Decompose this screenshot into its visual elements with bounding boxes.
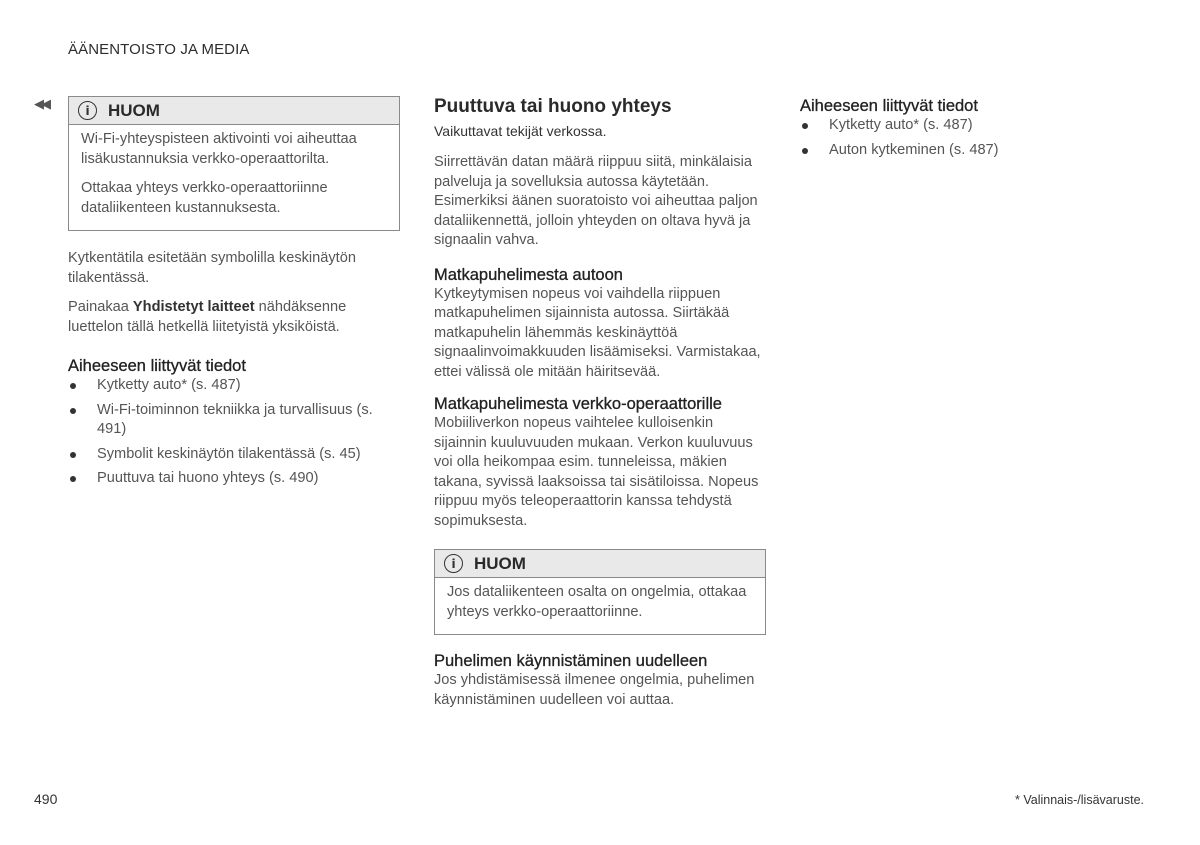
page-title: Puuttuva tai huono yhteys xyxy=(434,96,672,117)
note-box xyxy=(434,549,766,635)
note-header xyxy=(435,550,765,578)
section-header: ÄÄNENTOISTO JA MEDIA xyxy=(68,41,250,58)
info-circle-icon: i xyxy=(78,101,97,120)
text-span: nähdäksenne luettelon tällä hetkellä liitetyistä yksiköistä. xyxy=(68,299,347,335)
body-paragraph xyxy=(68,298,400,337)
note-paragraph: Wi-Fi-yhteyspisteen aktivointi voi aiheuttaa lisäkustannuksia verkko-operaattorilta. xyxy=(81,131,357,167)
note-title: HUOM xyxy=(108,100,160,120)
info-circle-icon: i xyxy=(444,554,463,573)
related-heading: Aiheeseen liittyvät tiedot xyxy=(68,357,246,375)
body-paragraph: Siirrettävän datan määrä riippuu siitä, minkälaisia palveluja ja sovelluksia autossa käytetään. Esimerkiksi äänen suoratoisto voi aiheuttaa paljon dataliikennettä, jolloin yhteyden on oltava hyvä ja signaalin vahva. xyxy=(434,154,758,248)
related-list xyxy=(68,376,400,489)
note-header xyxy=(69,97,399,125)
body-paragraph: Kytkeytymisen nopeus voi vaihdella riippuen matkapuhelimen sijainnista autossa. Siirtäkää matkapuhelin lähemmäs keskinäyttöä signaalinvoimakkuuden lisäämiseksi. Varmistakaa, ettei välissä ole mitään häiritsevää. xyxy=(434,285,761,380)
lead-text: Vaikuttavat tekijät verkossa. xyxy=(434,123,607,139)
note-body xyxy=(69,125,399,230)
body-paragraph: Mobiiliverkon nopeus vaihtelee kulloisenkin sijainnin kuuluvuuden mukaan. Verkon kuuluvuus voi olla heikompaa esim. tunneleissa, mäkien takana, syvissä laaksoissa tai sisätiloissa. Nopeus riippuu myös teleoperaattorin kanssa tehdystä sopimuksesta. xyxy=(434,415,759,529)
ui-term-bold: Yhdistetyt laitteet xyxy=(132,299,255,315)
note-paragraph: Jos dataliikenteen osalta on ongelmia, ottakaa yhteys verkko-operaattoriinne. xyxy=(447,584,747,620)
text-span: Painakaa xyxy=(68,299,133,315)
subsection-heading: Puhelimen käynnistäminen uudelleen xyxy=(434,652,708,670)
note-body xyxy=(435,578,765,634)
note-paragraph: Ottakaa yhteys verkko-operaattoriinne dataliikenteen kustannuksesta. xyxy=(81,180,328,216)
note-box xyxy=(68,96,400,231)
subsection-heading: Matkapuhelimesta autoon xyxy=(434,265,623,284)
related-link[interactable]: Kytketty auto* (s. 487) xyxy=(800,116,1132,136)
related-heading: Aiheeseen liittyvät tiedot xyxy=(800,97,978,115)
column-left xyxy=(68,96,400,494)
related-link[interactable]: Symbolit keskinäytön tilakentässä (s. 45) xyxy=(68,445,400,465)
column-middle xyxy=(434,96,766,720)
footnote: * Valinnais-/lisävaruste. xyxy=(1015,793,1144,807)
column-right xyxy=(800,96,1132,165)
note-title: HUOM xyxy=(474,553,526,573)
body-paragraph: Jos yhdistämisessä ilmenee ongelmia, puhelimen käynnistäminen uudelleen voi auttaa. xyxy=(434,672,755,708)
related-list xyxy=(800,116,1132,160)
related-link[interactable]: Auton kytkeminen (s. 487) xyxy=(800,141,1132,161)
body-paragraph: Kytkentätila esitetään symbolilla keskinäytön tilakentässä. xyxy=(68,250,356,286)
related-link[interactable]: Kytketty auto* (s. 487) xyxy=(68,376,400,396)
related-link[interactable]: Wi-Fi-toiminnon tekniikka ja turvallisuus (s. 491) xyxy=(68,401,400,440)
related-link[interactable]: Puuttuva tai huono yhteys (s. 490) xyxy=(68,469,400,489)
back-arrows-icon[interactable]: ◀◀ xyxy=(34,96,48,111)
subsection-heading: Matkapuhelimesta verkko-operaattorille xyxy=(434,395,722,413)
page-number: 490 xyxy=(34,791,58,807)
